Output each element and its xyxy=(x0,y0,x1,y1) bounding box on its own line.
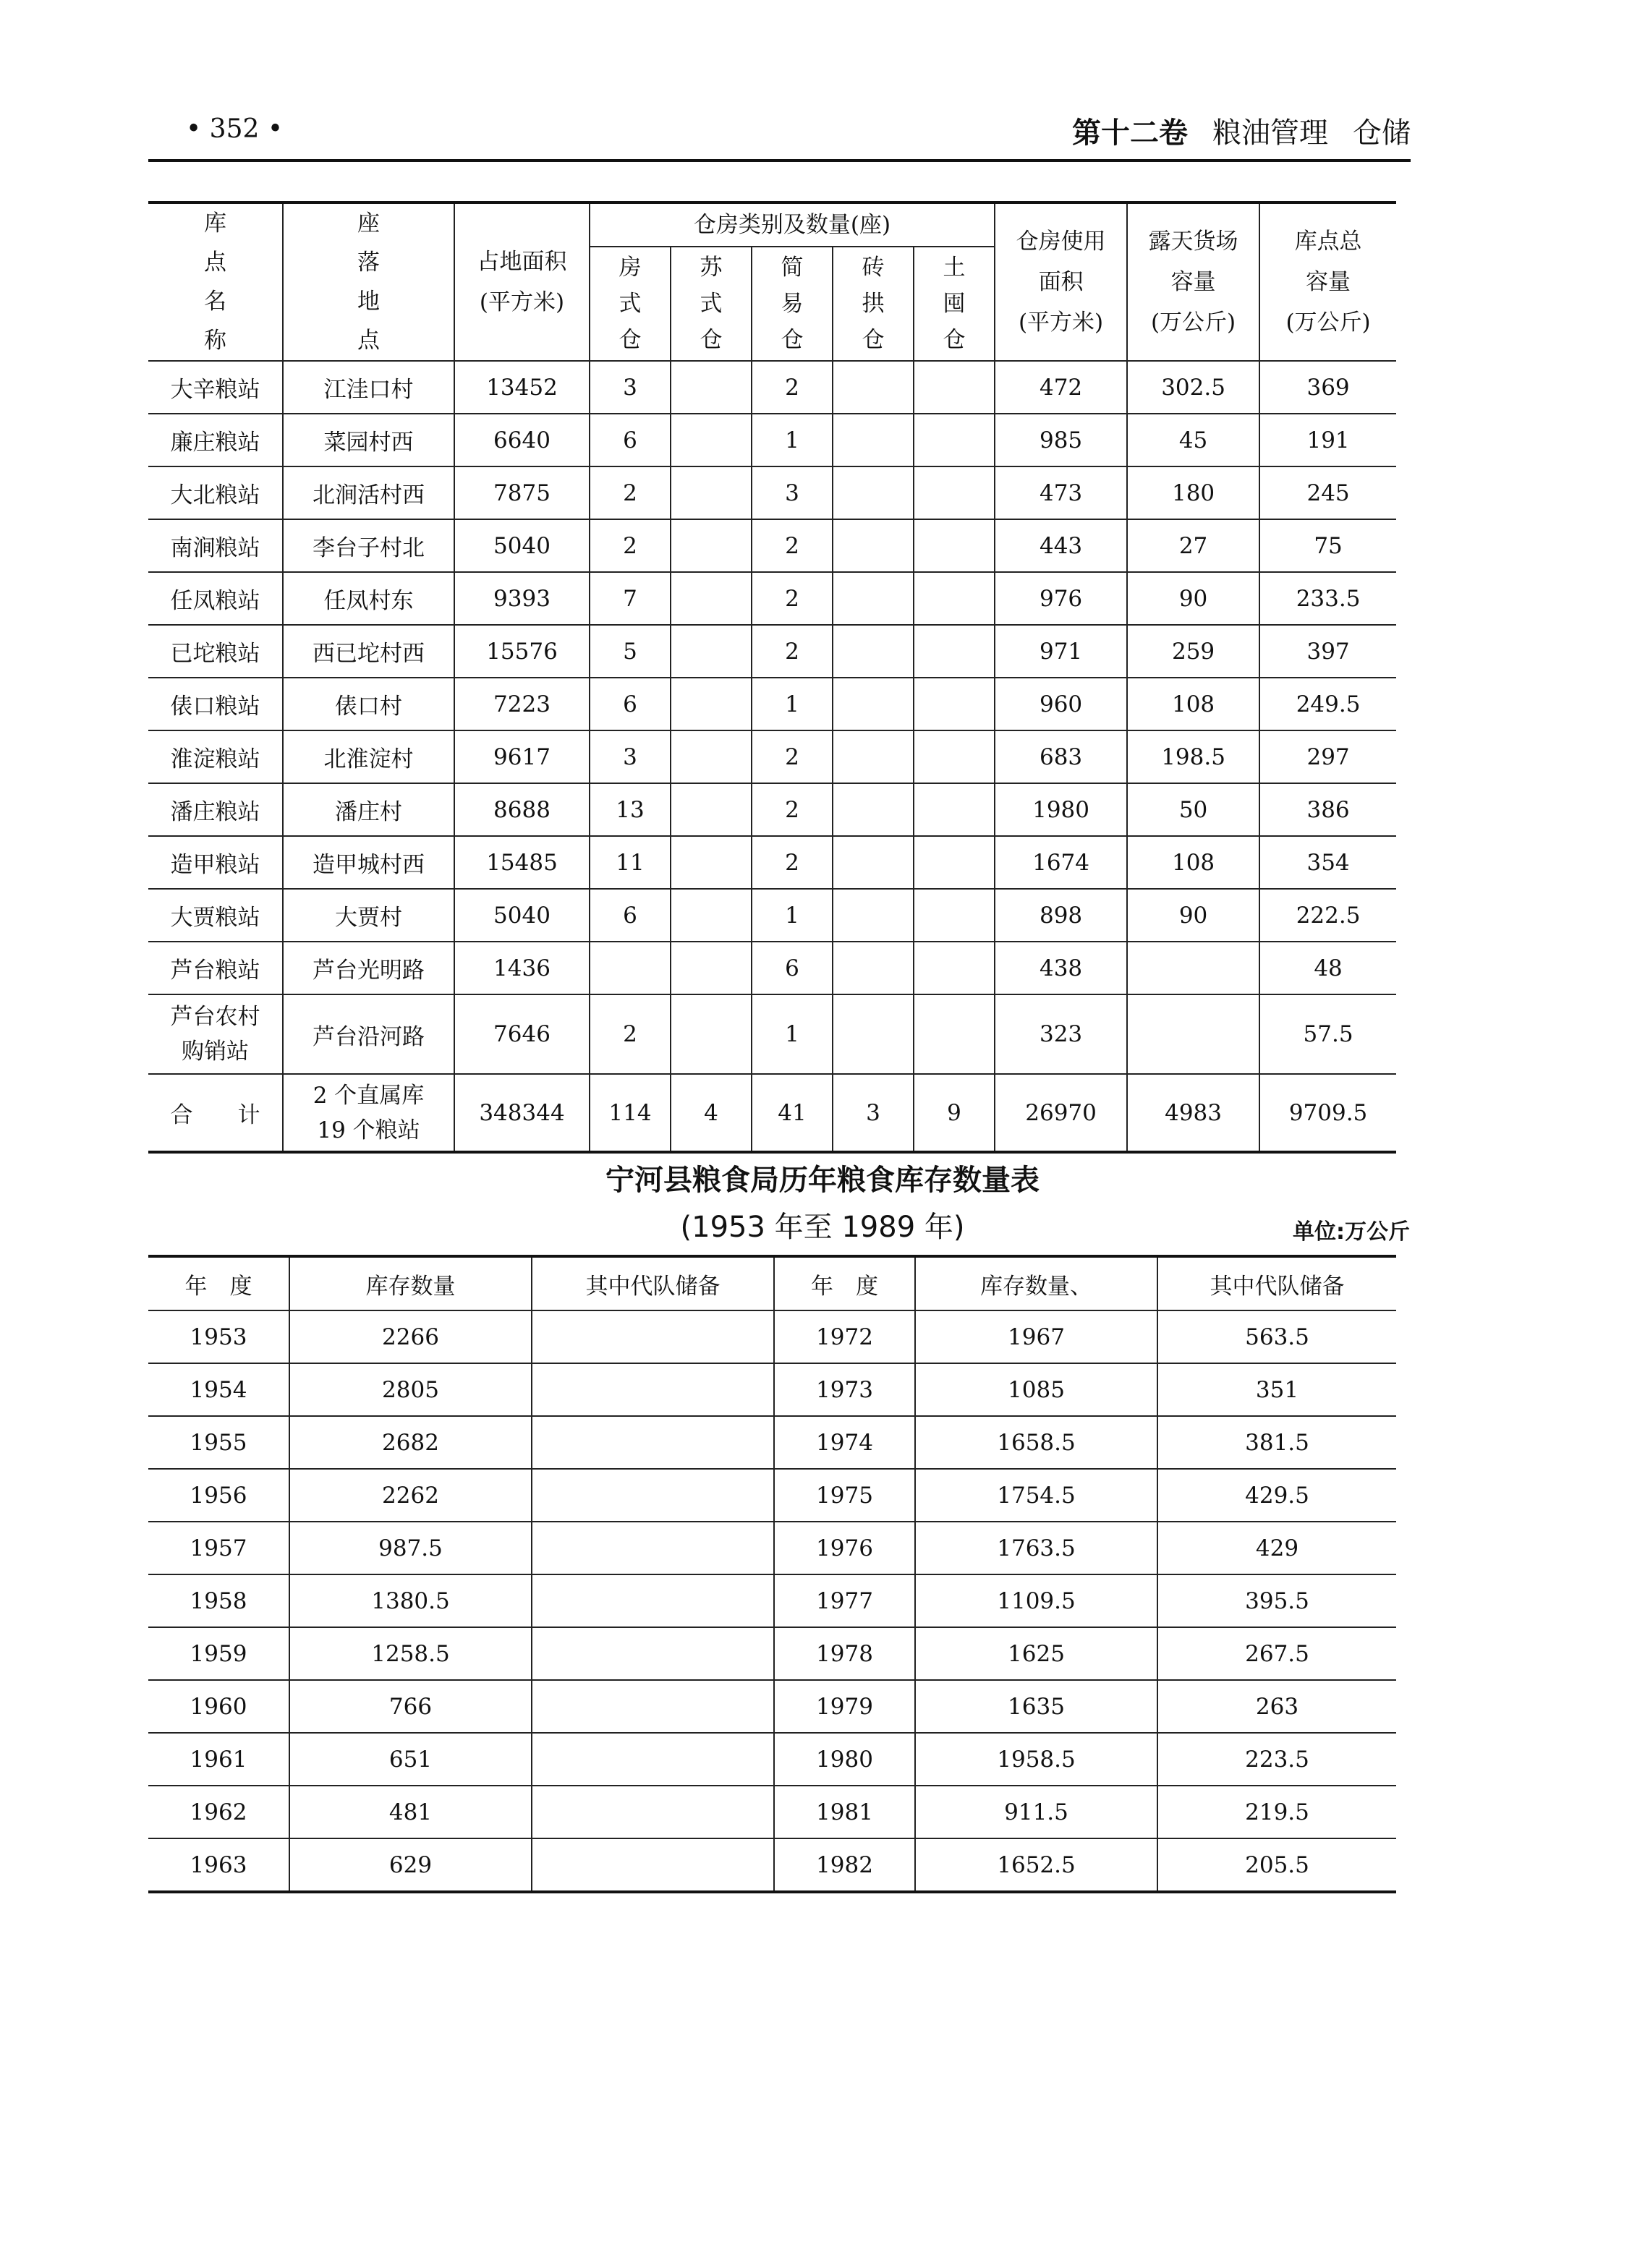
table-cell: 1763.5 xyxy=(915,1522,1157,1574)
table-cell xyxy=(671,994,752,1074)
table-cell: 263 xyxy=(1157,1680,1396,1733)
table-cell xyxy=(914,836,995,889)
table2-unit: 单位:万公斤 xyxy=(1293,1219,1410,1245)
table-cell xyxy=(671,836,752,889)
table-cell: 2 xyxy=(752,625,833,678)
table-cell xyxy=(671,783,752,836)
table-cell: 1972 xyxy=(774,1310,915,1363)
table-cell xyxy=(671,678,752,730)
table-cell: 菜园村西 xyxy=(283,414,454,466)
table-cell: 1967 xyxy=(915,1310,1157,1363)
table-cell: 1625 xyxy=(915,1627,1157,1680)
table-row xyxy=(148,889,1396,942)
table-cell: 7 xyxy=(590,572,671,625)
table-cell: 1957 xyxy=(148,1522,289,1574)
table-cell: 45 xyxy=(1127,414,1259,466)
table-cell: 2266 xyxy=(289,1310,532,1363)
table-cell: 西已坨村西 xyxy=(283,625,454,678)
table-cell xyxy=(671,572,752,625)
table-cell: 114 xyxy=(590,1074,671,1152)
table-cell xyxy=(671,466,752,519)
header-location: 座 落 地 点 xyxy=(283,202,454,361)
header-type-brick-arch: 砖 拱 仓 xyxy=(833,247,914,361)
table-cell: 1963 xyxy=(148,1838,289,1892)
table-cell: 8688 xyxy=(454,783,590,836)
table-cell: 大北粮站 xyxy=(148,466,283,519)
table-cell: 1978 xyxy=(774,1627,915,1680)
table-cell: 57.5 xyxy=(1259,994,1396,1074)
header-warehouse-group: 仓房类别及数量(座) xyxy=(590,202,995,247)
inventory-table-body xyxy=(148,1310,1396,1892)
table-cell: 1974 xyxy=(774,1416,915,1469)
table-cell: 1109.5 xyxy=(915,1574,1157,1627)
table-cell: 1 xyxy=(752,994,833,1074)
table-cell xyxy=(671,519,752,572)
table-cell: 3 xyxy=(752,466,833,519)
table-row xyxy=(148,994,1396,1074)
table-cell: 397 xyxy=(1259,625,1396,678)
table-cell: 2 xyxy=(752,572,833,625)
table-cell: 960 xyxy=(995,678,1127,730)
header-type-earth-bin: 土 囤 仓 xyxy=(914,247,995,361)
table-cell: 1962 xyxy=(148,1786,289,1838)
table-cell: 9 xyxy=(914,1074,995,1152)
table-cell: 911.5 xyxy=(915,1786,1157,1838)
table-cell: 1982 xyxy=(774,1838,915,1892)
header-use-area: 仓房使用 面积 (平方米) xyxy=(995,202,1127,361)
table-cell: 6 xyxy=(590,678,671,730)
table-cell: 108 xyxy=(1127,836,1259,889)
table-cell xyxy=(833,889,914,942)
table-cell: 7875 xyxy=(454,466,590,519)
table-cell xyxy=(914,730,995,783)
table-cell: 任凤村东 xyxy=(283,572,454,625)
table-cell: 9617 xyxy=(454,730,590,783)
table-cell: 13452 xyxy=(454,361,590,414)
table-cell xyxy=(671,942,752,994)
table-row xyxy=(148,1416,1396,1469)
header-station-name: 库 点 名 称 xyxy=(148,202,283,361)
table-cell xyxy=(671,625,752,678)
table-cell xyxy=(671,889,752,942)
table-cell: 南涧粮站 xyxy=(148,519,283,572)
table-cell: 2 xyxy=(752,783,833,836)
table-cell: 1961 xyxy=(148,1733,289,1786)
table-cell xyxy=(914,466,995,519)
header-year: 年 度 xyxy=(148,1256,289,1310)
table-cell: 180 xyxy=(1127,466,1259,519)
table-cell xyxy=(532,1310,774,1363)
table-cell: 369 xyxy=(1259,361,1396,414)
table-cell xyxy=(833,572,914,625)
table-cell: 90 xyxy=(1127,572,1259,625)
table-cell: 造甲粮站 xyxy=(148,836,283,889)
table-row xyxy=(148,836,1396,889)
table-cell: 13 xyxy=(590,783,671,836)
table-cell: 249.5 xyxy=(1259,678,1396,730)
table-cell: 7646 xyxy=(454,994,590,1074)
running-title xyxy=(1072,110,1411,151)
table-cell: 6 xyxy=(752,942,833,994)
table-cell: 4983 xyxy=(1127,1074,1259,1152)
table-cell: 1956 xyxy=(148,1469,289,1522)
table-row xyxy=(148,414,1396,466)
table-cell: 198.5 xyxy=(1127,730,1259,783)
table-cell: 15576 xyxy=(454,625,590,678)
table-cell xyxy=(532,1786,774,1838)
table-cell: 443 xyxy=(995,519,1127,572)
table-cell: 297 xyxy=(1259,730,1396,783)
table-cell: 任凤粮站 xyxy=(148,572,283,625)
table-cell: 1 xyxy=(752,889,833,942)
table-cell xyxy=(833,519,914,572)
table-cell xyxy=(914,625,995,678)
table-cell: 302.5 xyxy=(1127,361,1259,414)
table-cell xyxy=(532,1680,774,1733)
table-cell: 2682 xyxy=(289,1416,532,1469)
table-cell: 3 xyxy=(833,1074,914,1152)
page-number: • 352 • xyxy=(186,114,284,144)
table-cell xyxy=(833,942,914,994)
table-row xyxy=(148,361,1396,414)
table-cell xyxy=(914,783,995,836)
table-cell: 3 xyxy=(590,361,671,414)
table-row xyxy=(148,1838,1396,1892)
table-cell: 1981 xyxy=(774,1786,915,1838)
table-cell: 651 xyxy=(289,1733,532,1786)
table-cell xyxy=(1127,942,1259,994)
table-cell: 1 xyxy=(752,414,833,466)
table-cell: 15485 xyxy=(454,836,590,889)
table-cell: 6640 xyxy=(454,414,590,466)
table-cell xyxy=(532,1363,774,1416)
table-cell: 481 xyxy=(289,1786,532,1838)
table-row xyxy=(148,1786,1396,1838)
table-cell: 323 xyxy=(995,994,1127,1074)
table-cell: 1976 xyxy=(774,1522,915,1574)
table-row xyxy=(148,466,1396,519)
table-cell: 2 xyxy=(752,361,833,414)
table-cell xyxy=(833,730,914,783)
header-open-yard: 露天货场 容量 (万公斤) xyxy=(1127,202,1259,361)
table-cell: 351 xyxy=(1157,1363,1396,1416)
table-cell: 766 xyxy=(289,1680,532,1733)
table-cell: 191 xyxy=(1259,414,1396,466)
table-cell: 473 xyxy=(995,466,1127,519)
table-cell: 江洼口村 xyxy=(283,361,454,414)
header-area: 占地面积 (平方米) xyxy=(454,202,590,361)
table-cell: 李台子村北 xyxy=(283,519,454,572)
table-cell xyxy=(914,414,995,466)
table-cell: 6 xyxy=(590,889,671,942)
table-cell xyxy=(671,361,752,414)
header-stock: 库存数量 xyxy=(289,1256,532,1310)
table-cell: 潘庄粮站 xyxy=(148,783,283,836)
table-cell: 2805 xyxy=(289,1363,532,1416)
table-cell: 1954 xyxy=(148,1363,289,1416)
table-cell: 222.5 xyxy=(1259,889,1396,942)
table-cell xyxy=(532,1416,774,1469)
table-cell: 987.5 xyxy=(289,1522,532,1574)
table-cell: 芦台沿河路 xyxy=(283,994,454,1074)
table-row xyxy=(148,1627,1396,1680)
table-cell: 50 xyxy=(1127,783,1259,836)
table-cell xyxy=(671,414,752,466)
table-cell: 233.5 xyxy=(1259,572,1396,625)
table-cell: 大贾粮站 xyxy=(148,889,283,942)
table-row xyxy=(148,1733,1396,1786)
table-cell: 563.5 xyxy=(1157,1310,1396,1363)
table-cell: 381.5 xyxy=(1157,1416,1396,1469)
table-cell: 205.5 xyxy=(1157,1838,1396,1892)
station-name-cell: 芦台农村 购销站 xyxy=(148,994,283,1074)
table-cell xyxy=(532,1522,774,1574)
table-cell: 472 xyxy=(995,361,1127,414)
table-cell: 27 xyxy=(1127,519,1259,572)
table-cell: 廉庄粮站 xyxy=(148,414,283,466)
table-cell: 5040 xyxy=(454,889,590,942)
table-cell: 9709.5 xyxy=(1259,1074,1396,1152)
table-cell: 1085 xyxy=(915,1363,1157,1416)
table-cell: 1635 xyxy=(915,1680,1157,1733)
table-cell: 1658.5 xyxy=(915,1416,1157,1469)
header-type-simple: 简 易 仓 xyxy=(752,247,833,361)
table-row xyxy=(148,519,1396,572)
section-title: 粮油管理 xyxy=(1212,116,1328,150)
table-cell: 223.5 xyxy=(1157,1733,1396,1786)
table-cell xyxy=(833,678,914,730)
table-cell xyxy=(914,994,995,1074)
table-cell: 245 xyxy=(1259,466,1396,519)
table-row xyxy=(148,1310,1396,1363)
table-cell xyxy=(532,1469,774,1522)
table-cell: 1754.5 xyxy=(915,1469,1157,1522)
table-cell xyxy=(914,572,995,625)
subsection-title: 仓储 xyxy=(1353,116,1411,150)
table-cell: 1975 xyxy=(774,1469,915,1522)
table-cell: 9393 xyxy=(454,572,590,625)
header-reserve: 其中代队储备 xyxy=(532,1256,774,1310)
table-cell: 北涧活村西 xyxy=(283,466,454,519)
table-cell: 898 xyxy=(995,889,1127,942)
table-row xyxy=(148,730,1396,783)
table-cell xyxy=(1127,994,1259,1074)
table-cell xyxy=(914,519,995,572)
table-cell: 7223 xyxy=(454,678,590,730)
table-cell xyxy=(833,836,914,889)
table-cell xyxy=(590,942,671,994)
table-cell: 429.5 xyxy=(1157,1469,1396,1522)
table-cell: 1958 xyxy=(148,1574,289,1627)
table2-title: 宁河县粮食局历年粮食库存数量表 xyxy=(605,1164,1040,1197)
volume-title: 第十二卷 xyxy=(1072,116,1188,150)
table-cell: 2262 xyxy=(289,1469,532,1522)
table-cell: 259 xyxy=(1127,625,1259,678)
table-row xyxy=(148,572,1396,625)
table-cell: 1980 xyxy=(774,1733,915,1786)
table-cell xyxy=(833,625,914,678)
table-cell: 2 xyxy=(752,730,833,783)
table-cell xyxy=(914,942,995,994)
table-cell: 大辛粮站 xyxy=(148,361,283,414)
table-row xyxy=(148,1363,1396,1416)
table-cell xyxy=(532,1838,774,1892)
total-label: 合 计 xyxy=(148,1074,283,1152)
table-cell: 75 xyxy=(1259,519,1396,572)
table-cell: 48 xyxy=(1259,942,1396,994)
table-cell: 造甲城村西 xyxy=(283,836,454,889)
table-cell: 1380.5 xyxy=(289,1574,532,1627)
table-cell: 429 xyxy=(1157,1522,1396,1574)
table-cell xyxy=(914,361,995,414)
table-row xyxy=(148,1574,1396,1627)
table-cell: 1979 xyxy=(774,1680,915,1733)
table-cell: 90 xyxy=(1127,889,1259,942)
warehouse-table xyxy=(148,201,1396,1154)
table-cell: 1980 xyxy=(995,783,1127,836)
table-row xyxy=(148,783,1396,836)
table-cell: 1652.5 xyxy=(915,1838,1157,1892)
table-cell xyxy=(671,730,752,783)
table-cell: 北淮淀村 xyxy=(283,730,454,783)
table-cell: 395.5 xyxy=(1157,1574,1396,1627)
table-cell: 41 xyxy=(752,1074,833,1152)
table-row xyxy=(148,942,1396,994)
table-cell: 1973 xyxy=(774,1363,915,1416)
header-type-house: 房 式 仓 xyxy=(590,247,671,361)
header-reserve: 其中代队储备 xyxy=(1157,1256,1396,1310)
table-cell xyxy=(833,994,914,1074)
table-cell xyxy=(532,1627,774,1680)
table-cell: 976 xyxy=(995,572,1127,625)
table-cell: 2 xyxy=(752,836,833,889)
table-cell: 1674 xyxy=(995,836,1127,889)
header-type-soviet: 苏 式 仓 xyxy=(671,247,752,361)
table-cell: 俵口粮站 xyxy=(148,678,283,730)
table-cell xyxy=(532,1733,774,1786)
table-cell: 1960 xyxy=(148,1680,289,1733)
table-cell: 1955 xyxy=(148,1416,289,1469)
table-cell: 971 xyxy=(995,625,1127,678)
table-cell: 1958.5 xyxy=(915,1733,1157,1786)
table-cell: 2 xyxy=(590,519,671,572)
table-cell xyxy=(532,1574,774,1627)
table-cell xyxy=(914,889,995,942)
table-cell: 1 xyxy=(752,678,833,730)
page-header xyxy=(148,114,1411,162)
table-cell: 26970 xyxy=(995,1074,1127,1152)
inventory-table xyxy=(148,1255,1396,1893)
table-cell: 1436 xyxy=(454,942,590,994)
table-cell: 1977 xyxy=(774,1574,915,1627)
table-row xyxy=(148,1469,1396,1522)
table-cell: 已坨粮站 xyxy=(148,625,283,678)
table-cell: 985 xyxy=(995,414,1127,466)
table-cell: 淮淀粮站 xyxy=(148,730,283,783)
table-cell: 5040 xyxy=(454,519,590,572)
header-year: 年 度 xyxy=(774,1256,915,1310)
table-cell xyxy=(833,361,914,414)
table-cell xyxy=(833,783,914,836)
table-cell: 大贾村 xyxy=(283,889,454,942)
table-cell xyxy=(833,466,914,519)
table-cell: 潘庄村 xyxy=(283,783,454,836)
table-cell: 386 xyxy=(1259,783,1396,836)
table-row xyxy=(148,1522,1396,1574)
table-cell: 俵口村 xyxy=(283,678,454,730)
total-row xyxy=(148,1074,1396,1152)
table-row xyxy=(148,1680,1396,1733)
header-stock: 库存数量、 xyxy=(915,1256,1157,1310)
table-cell: 629 xyxy=(289,1838,532,1892)
table-cell: 267.5 xyxy=(1157,1627,1396,1680)
warehouse-table-body xyxy=(148,361,1396,994)
total-location: 2 个直属库 19 个粮站 xyxy=(283,1074,454,1152)
table-cell: 6 xyxy=(590,414,671,466)
table-cell: 11 xyxy=(590,836,671,889)
table-cell: 108 xyxy=(1127,678,1259,730)
table-row xyxy=(148,625,1396,678)
table2-range: (1953 年至 1989 年) xyxy=(680,1211,965,1244)
table-cell xyxy=(914,678,995,730)
table-cell: 4 xyxy=(671,1074,752,1152)
table-cell: 219.5 xyxy=(1157,1786,1396,1838)
table-cell: 2 xyxy=(590,994,671,1074)
table-cell: 1953 xyxy=(148,1310,289,1363)
table-cell: 354 xyxy=(1259,836,1396,889)
table-cell xyxy=(833,414,914,466)
table-cell: 683 xyxy=(995,730,1127,783)
table-row xyxy=(148,678,1396,730)
table-cell: 芦台粮站 xyxy=(148,942,283,994)
table-cell: 3 xyxy=(590,730,671,783)
table-cell: 348344 xyxy=(454,1074,590,1152)
table-cell: 2 xyxy=(590,466,671,519)
header-total-capacity: 库点总 容量 (万公斤) xyxy=(1259,202,1396,361)
table-cell: 5 xyxy=(590,625,671,678)
table-cell: 1959 xyxy=(148,1627,289,1680)
table-cell: 2 xyxy=(752,519,833,572)
table-cell: 芦台光明路 xyxy=(283,942,454,994)
table-cell: 438 xyxy=(995,942,1127,994)
table-cell: 1258.5 xyxy=(289,1627,532,1680)
